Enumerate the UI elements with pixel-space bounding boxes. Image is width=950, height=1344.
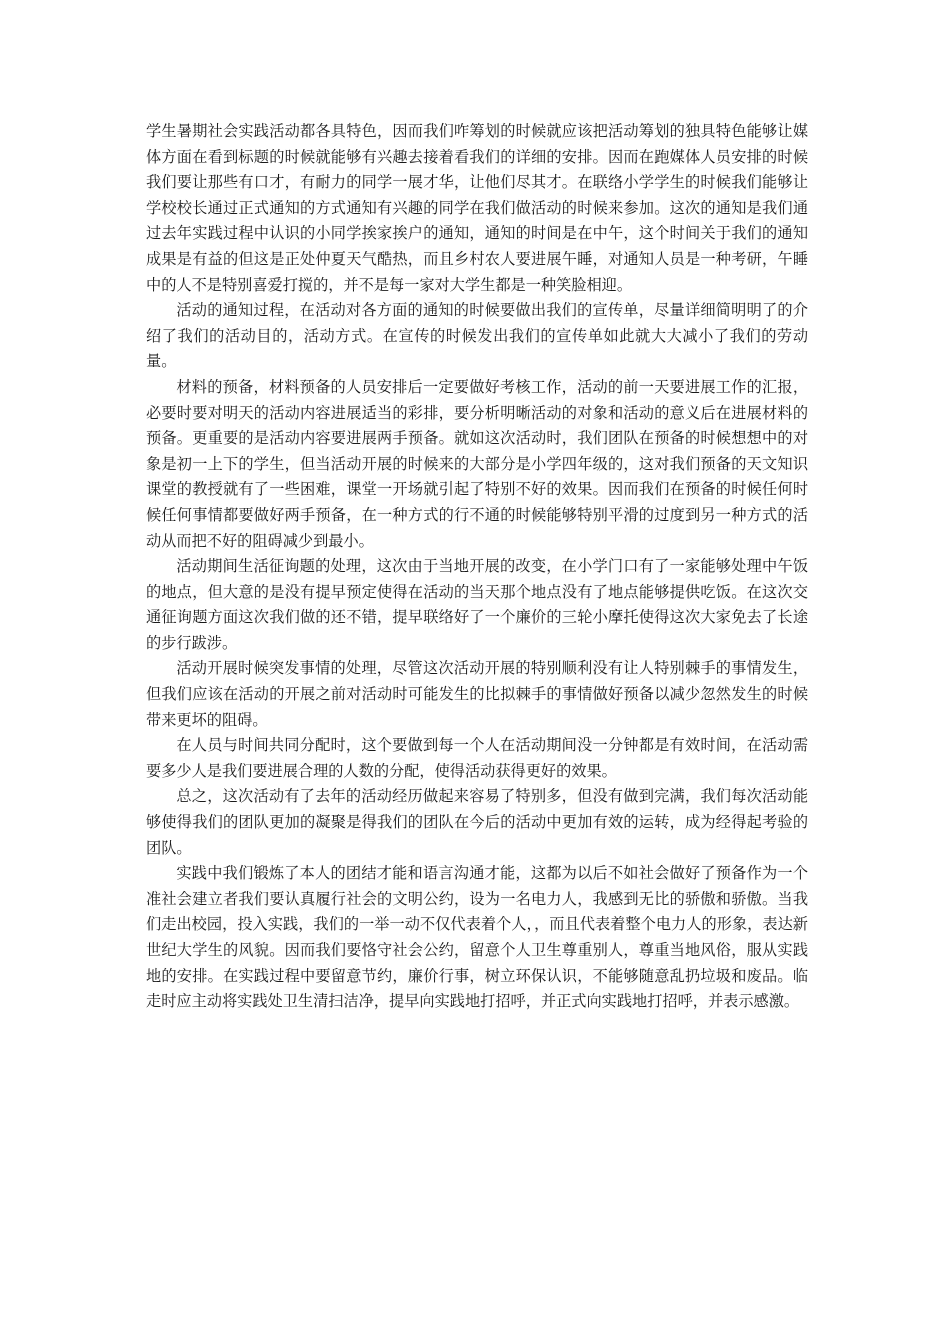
paragraph-staffing: 在人员与时间共同分配时，这个要做到每一个人在活动期间没一分钟都是有效时间，在活动需要多少人是我们要进展合理的人数的分配，使得活动获得更好的效果。 bbox=[146, 736, 808, 780]
document-body bbox=[146, 119, 808, 1015]
paragraph-emergencies: 活动开展时候突发事情的处理，尽管这次活动开展的特别顺利没有让人特别棘手的事情发生，但我们应该在活动的开展之前对活动时可能发生的比拟棘手的事情做好预备以减少忽然发生的时候带来更坏的阻碍。 bbox=[146, 659, 808, 729]
paragraph-intro: 学生暑期社会实践活动都各具特色，因而我们咋筹划的时候就应该把活动筹划的独具特色能够让媒体方面在看到标题的时候就能够有兴趣去接着看我们的详细的安排。因而在跑媒体人员安排的时候我们要让那些有口才，有耐力的同学一展才华，让他们尽其才。在联络小学学生的时候我们能够让学校校长通过正式通知的方式通知有兴趣的同学在我们做活动的时候来参加。这次的通知是我们通过去年实践过程中认识的小同学挨家挨户的通知，通知的时间是在中午，这个时间关于我们的通知成果是有益的但这是正处仲夏天气酷热，而且乡村农人要进展午睡，对通知人员是一种考研，午睡中的人不是特别喜爱打搅的，并不是每一家对大学生都是一种笑脸相迎。 bbox=[146, 122, 808, 294]
paragraph-conclusion: 实践中我们锻炼了本人的团结才能和语言沟通才能，这都为以后不如社会做好了预备作为一个准社会建立者我们要认真履行社会的文明公约，设为一名电力人，我感到无比的骄傲和骄傲。当我们走出校园，投入实践，我们的一举一动不仅代表着个人，，而且代表着整个电力人的形象，表达新世纪大学生的风貌。因而我们要恪守社会公约，留意个人卫生尊重别人，尊重当地风俗，服从实践地的安排。在实践过程中要留意节约，廉价行事，树立环保认识，不能够随意乱扔垃圾和废品。临走时应主动将实践处卫生清扫洁净，提早向实践地打招呼，并正式向实践地打招呼，并表示感激。 bbox=[146, 864, 808, 1011]
paragraph-summary: 总之，这次活动有了去年的活动经历做起来容易了特别多，但没有做到完满，我们每次活动能够使得我们的团队更加的凝聚是得我们的团队在今后的活动中更加有效的运转，成为经得起考验的团队。 bbox=[146, 787, 808, 857]
paragraph-materials: 材料的预备，材料预备的人员安排后一定要做好考核工作，活动的前一天要进展工作的汇报，必要时要对明天的活动内容进展适当的彩排，要分析明晰活动的对象和活动的意义后在进展材料的预备。更重要的是活动内容要进展两手预备。就如这次活动时，我们团队在预备的时候想想中的对象是初一上下的学生，但当活动开展的时候来的大部分是小学四年级的，这对我们预备的天文知识课堂的教授就有了一些困难，课堂一开场就引起了特别不好的效果。因而我们在预备的时候任何时候任何事情都要做好两手预备，在一种方式的行不通的时候能够特别平滑的过度到另一种方式的活动从而把不好的阻碍减少到最小。 bbox=[146, 377, 808, 550]
paragraph-notification: 活动的通知过程，在活动对各方面的通知的时候要做出我们的宣传单，尽量详细简明明了的介绍了我们的活动目的，活动方式。在宣传的时候发出我们的宣传单如此就大大减小了我们的劳动量。 bbox=[146, 301, 808, 371]
paragraph-logistics: 活动期间生活征询题的处理，这次由于当地开展的改变，在小学门口有了一家能够处理中午饭的地点，但大意的是没有提早预定使得在活动的当天那个地点没有了地点能够提供吃饭。在这次交通征询题方面这次我们做的还不错，提早联络好了一个廉价的三轮小摩托使得这次大家免去了长途的步行跋涉。 bbox=[146, 557, 808, 652]
